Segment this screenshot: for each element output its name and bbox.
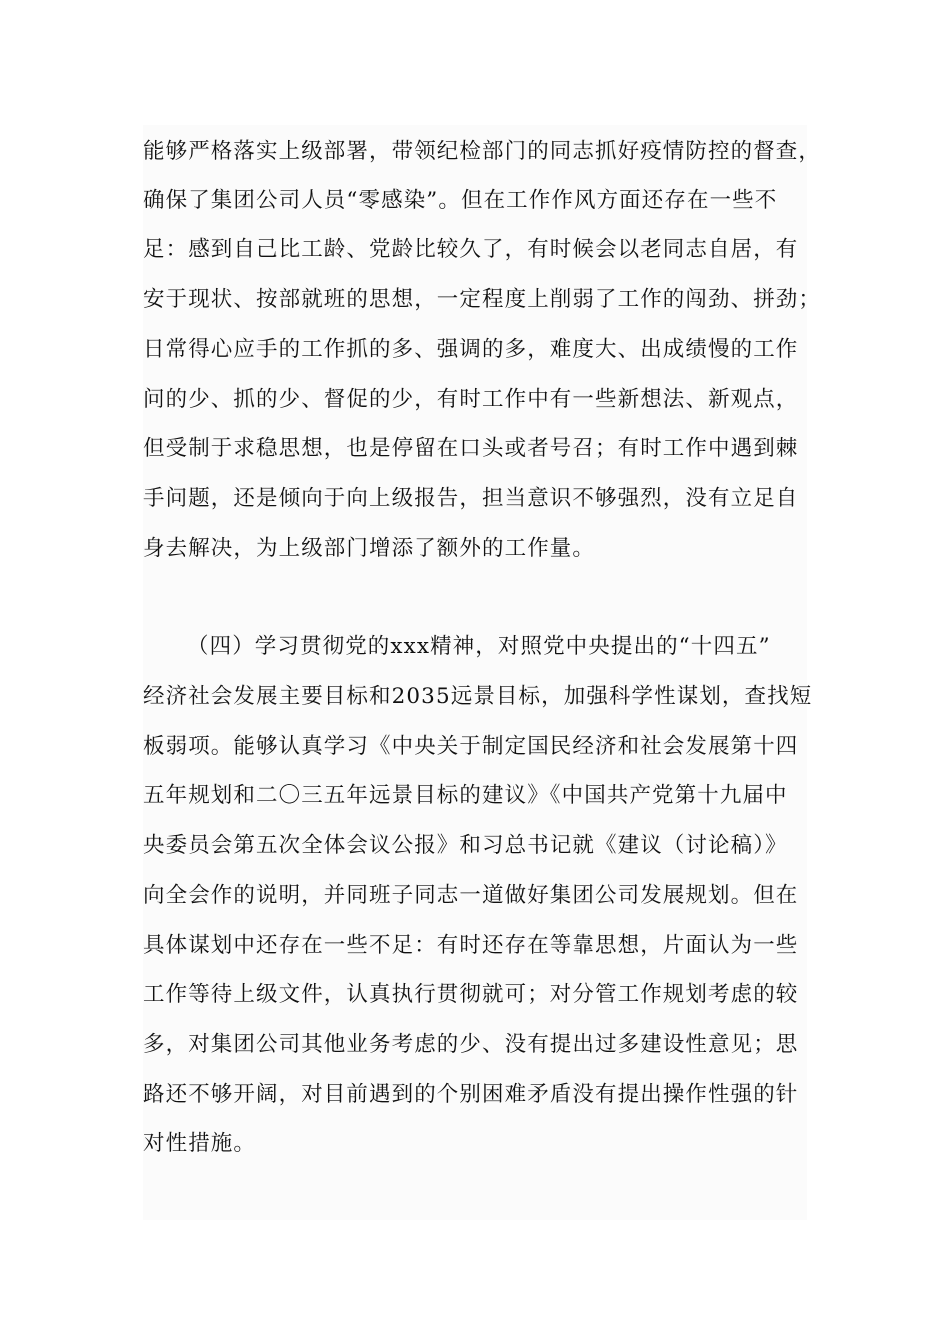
paragraph-2-line-11: 对性措施。 [143, 1131, 257, 1156]
paragraph-1-line-8: 手问题，还是倾向于向上级报告，担当意识不够强烈，没有立足自 [143, 486, 799, 511]
paragraph-2-line-10: 路还不够开阔，对目前遇到的个别困难矛盾没有提出操作性强的针 [143, 1082, 799, 1107]
paragraph-1-line-5: 日常得心应手的工作抓的多、强调的多，难度大、出成绩慢的工作 [143, 337, 799, 362]
paragraph-1-line-2: 确保了集团公司人员“零感染”。但在工作作风方面还存在一些不 [143, 188, 778, 213]
paragraph-1-line-4: 安于现状、按部就班的思想，一定程度上削弱了工作的闯劲、拼劲； [143, 287, 822, 312]
paragraph-1-line-7: 但受制于求稳思想，也是停留在口头或者号召；有时工作中遇到棘 [143, 436, 799, 461]
paragraph-1-line-1: 能够严格落实上级部署，带领纪检部门的同志抓好疫情防控的督查， [143, 139, 822, 164]
paragraph-2-line-1: （四）学习贯彻党的xxx精神，对照党中央提出的“十四五” [187, 634, 771, 659]
paragraph-2-line-8: 工作等待上级文件，认真执行贯彻就可；对分管工作规划考虑的较 [143, 982, 799, 1007]
document-text-block [143, 125, 822, 1220]
paragraph-2-line-2: 经济社会发展主要目标和2035远景目标，加强科学性谋划，查找短 [143, 684, 813, 709]
paragraph-2-line-3: 板弱项。能够认真学习《中央关于制定国民经济和社会发展第十四 [143, 734, 799, 759]
paragraph-2-line-7: 具体谋划中还存在一些不足：有时还存在等靠思想，片面认为一些 [143, 933, 799, 958]
paragraph-1-line-9: 身去解决，为上级部门增添了额外的工作量。 [143, 536, 596, 561]
paragraph-1-line-6: 问的少、抓的少、督促的少，有时工作中有一些新想法、新观点， [143, 387, 799, 412]
paragraph-2-line-6: 向全会作的说明，并同班子同志一道做好集团公司发展规划。但在 [143, 883, 799, 908]
paragraph-2-line-4: 五年规划和二〇三五年远景目标的建议》《中国共产党第十九届中 [143, 783, 788, 808]
paragraph-2-line-9: 多，对集团公司其他业务考虑的少、没有提出过多建设性意见；思 [143, 1032, 799, 1057]
paragraph-2-line-5: 央委员会第五次全体会议公报》和习总书记就《建议（讨论稿）》 [143, 833, 788, 858]
paragraph-1-line-3: 足：感到自己比工龄、党龄比较久了，有时候会以老同志自居，有 [143, 237, 799, 262]
